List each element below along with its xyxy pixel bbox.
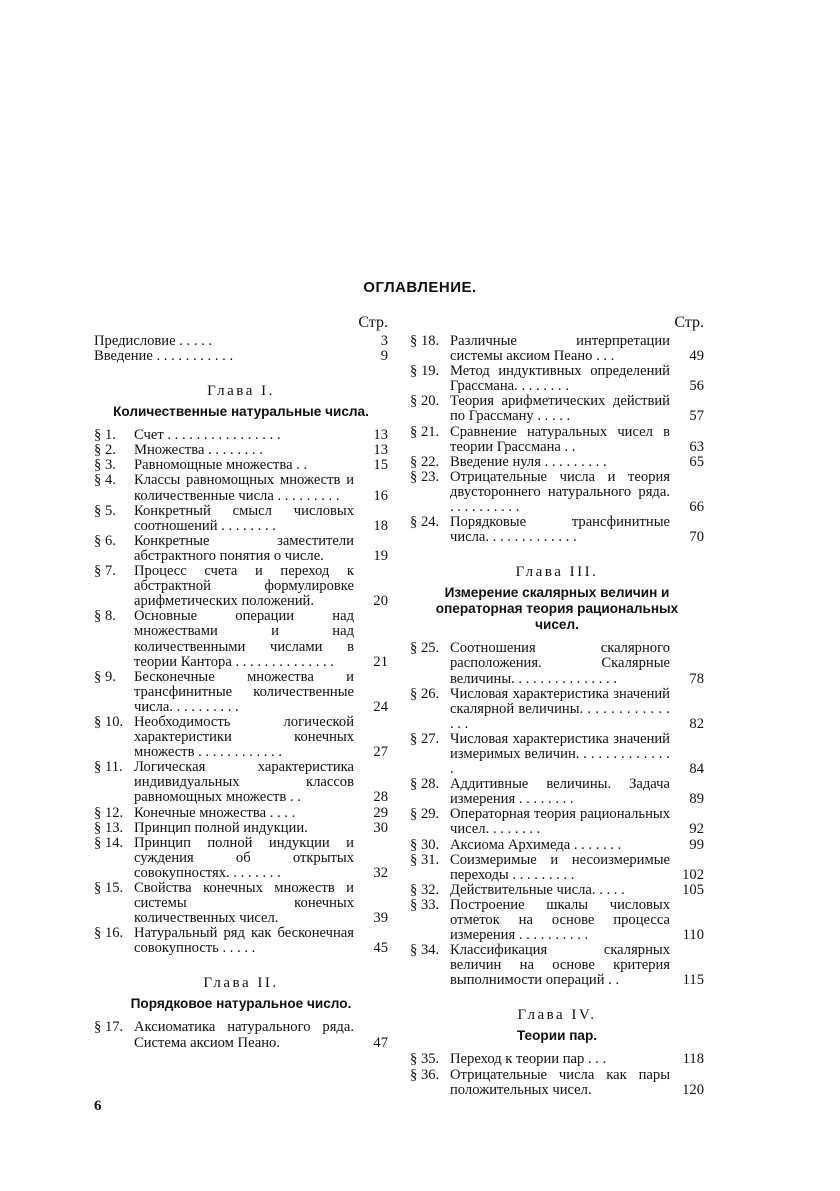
entry-page: 78 bbox=[689, 670, 704, 687]
section-number: § 11. bbox=[94, 759, 123, 776]
toc-entry bbox=[410, 425, 704, 455]
entry-title: Свойства конечных множеств и системы конечных количественных чисел. bbox=[134, 880, 354, 927]
section-number: § 12. bbox=[94, 804, 124, 821]
toc-entry bbox=[94, 836, 388, 881]
section-number: § 21. bbox=[410, 423, 440, 440]
entry-page: 21 bbox=[373, 653, 388, 670]
entry-page: 47 bbox=[373, 1034, 388, 1051]
chapter-heading: Глава I. bbox=[207, 383, 275, 400]
entry-page: 3 bbox=[380, 333, 388, 349]
entry-page: 27 bbox=[373, 744, 388, 761]
section-number: § 2. bbox=[94, 442, 116, 459]
entry-page: 49 bbox=[689, 348, 704, 365]
entry-title: Числовая характеристика значений скалярной величины. . . . . . . . . . . . . . . bbox=[450, 685, 670, 732]
entry-page: 115 bbox=[682, 972, 704, 989]
toc-right-column bbox=[410, 314, 704, 1098]
section-number: § 4. bbox=[94, 472, 116, 489]
entry-title: Операторная теория рациональных чисел. . . . . . . . bbox=[450, 806, 670, 838]
entry-title: Необходимость логической характеристики конечных множеств . . . . . . . . . . . . bbox=[134, 713, 354, 761]
entry-title: Множества . . . . . . . . bbox=[134, 442, 263, 459]
entry-page: 89 bbox=[689, 791, 704, 808]
entry-title: Основные операции над множествами и над количественными числами в теории Кантора . . . . . . . . . . . . . . bbox=[134, 608, 354, 670]
entry-title: Классы равномощных множеств и количественные числа . . . . . . . . . bbox=[134, 472, 354, 504]
entry-title: Предисловие . . . . . bbox=[94, 333, 213, 349]
section-number: § 5. bbox=[94, 502, 116, 519]
section-number: § 1. bbox=[94, 427, 116, 444]
section-number: § 23. bbox=[410, 468, 440, 485]
entry-page: 24 bbox=[373, 698, 388, 715]
toc-entry bbox=[94, 715, 388, 760]
section-number: § 22. bbox=[410, 453, 440, 470]
toc-entry bbox=[410, 777, 704, 807]
toc-entry bbox=[410, 807, 704, 837]
entry-title: Конечные множества . . . . bbox=[134, 804, 296, 821]
section-number: § 3. bbox=[94, 457, 116, 474]
entry-page: 29 bbox=[373, 804, 388, 821]
section-number: § 29. bbox=[410, 806, 440, 823]
entry-title: Действительные числа. . . . . bbox=[450, 881, 625, 898]
entry-page: 66 bbox=[689, 499, 704, 516]
toc-entry bbox=[94, 334, 388, 349]
entry-page: 120 bbox=[682, 1081, 704, 1098]
page-column-label: Стр. bbox=[674, 314, 704, 331]
page-column-label: Стр. bbox=[358, 314, 388, 331]
chapter-heading: Глава IV. bbox=[517, 1007, 597, 1024]
entry-title: Классификация скалярных величин на основе критерия выполнимости операций . . bbox=[450, 942, 670, 989]
section-number: § 16. bbox=[94, 925, 124, 942]
section-number: § 9. bbox=[94, 668, 116, 685]
toc-entry bbox=[410, 898, 704, 943]
chapter-heading: Глава II. bbox=[203, 975, 279, 992]
entry-title: Бесконечные множества и трансфинитные количественные числа. . . . . . . . . . bbox=[134, 668, 354, 715]
entry-title: Равномощные множества . . bbox=[134, 457, 308, 474]
toc-entry bbox=[94, 670, 388, 715]
entry-page: 32 bbox=[373, 864, 388, 881]
entry-page: 16 bbox=[373, 487, 388, 504]
right-top-entries bbox=[410, 334, 704, 545]
entry-title: Конкретный смысл числовых соотношений . . . . . . . . bbox=[134, 502, 354, 534]
toc-entry bbox=[94, 428, 388, 443]
section-number: § 31. bbox=[410, 851, 440, 868]
toc-entry bbox=[94, 443, 388, 458]
section-number: § 7. bbox=[94, 563, 116, 580]
section-number: § 27. bbox=[410, 730, 440, 747]
entry-page: 56 bbox=[689, 378, 704, 395]
section-number: § 20. bbox=[410, 393, 440, 410]
toc-entry bbox=[94, 473, 388, 503]
entry-page: 118 bbox=[682, 1051, 704, 1068]
toc-entry bbox=[94, 564, 388, 609]
toc-title: ОГЛАВЛЕНИЕ. bbox=[363, 279, 477, 296]
entry-title: Сравнение натуральных чисел в теории Грассмана . . bbox=[450, 423, 670, 455]
toc-entry bbox=[410, 334, 704, 364]
right-chapters bbox=[410, 563, 704, 1097]
toc-entry bbox=[94, 821, 388, 836]
section-number: § 18. bbox=[410, 333, 440, 349]
toc-entry bbox=[94, 458, 388, 473]
toc-entry bbox=[410, 1052, 704, 1067]
entry-title: Теория арифметических действий по Грассману . . . . . bbox=[450, 393, 670, 425]
entry-title: Числовая характеристика значений измеримых величин. . . . . . . . . . . . . . bbox=[450, 730, 670, 778]
entry-page: 28 bbox=[373, 789, 388, 806]
entry-page: 99 bbox=[689, 836, 704, 853]
left-chapters bbox=[94, 382, 388, 1050]
entry-title: Принцип полной индукции и суждения об открытых совокупностях. . . . . . . . bbox=[134, 834, 354, 881]
toc-entry bbox=[410, 1068, 704, 1098]
section-number: § 13. bbox=[94, 819, 124, 836]
section-number: § 33. bbox=[410, 896, 440, 913]
entry-page: 102 bbox=[682, 866, 704, 883]
entry-page: 82 bbox=[689, 715, 704, 732]
section-number: § 15. bbox=[94, 880, 124, 896]
toc-entry bbox=[94, 349, 388, 364]
section-number: § 34. bbox=[410, 942, 440, 959]
entry-title: Метод индуктивных определений Грассмана. . . . . . . . bbox=[450, 363, 670, 395]
entry-page: 15 bbox=[373, 457, 388, 474]
entry-title: Аксиоматика натурального ряда. Система аксиом Пеано. bbox=[134, 1019, 354, 1051]
toc-entry bbox=[410, 883, 704, 898]
entry-page: 13 bbox=[373, 427, 388, 444]
entry-page: 18 bbox=[373, 517, 388, 534]
entry-title: Натуральный ряд как бесконечная совокупность . . . . . bbox=[134, 925, 354, 957]
entry-title: Соизмеримые и несоизмеримые переходы . . . . . . . . . bbox=[450, 851, 670, 883]
entry-page: 19 bbox=[373, 547, 388, 564]
section-number: § 28. bbox=[410, 776, 440, 793]
entry-page: 110 bbox=[682, 927, 704, 944]
chapter-title: Порядковое натуральное число. bbox=[130, 996, 352, 1012]
entry-page: 92 bbox=[689, 821, 704, 838]
entry-title: Построение шкалы числовых отметок на основе процесса измерения . . . . . . . . . . bbox=[450, 896, 670, 944]
front-matter-list bbox=[94, 334, 388, 364]
toc-entry bbox=[410, 732, 704, 777]
entry-page: 45 bbox=[373, 940, 388, 957]
entry-title: Различные интерпретации системы аксиом Пеано . . . bbox=[450, 333, 670, 365]
toc-entry bbox=[410, 515, 704, 545]
toc-left-column bbox=[94, 314, 388, 1051]
chapter-title: Измерение скалярных величин и операторная теория рациональных чисел. bbox=[435, 585, 679, 633]
entry-title: Порядковые трансфинитные числа. . . . . . . . . . . . . bbox=[450, 514, 670, 546]
page-number: 6 bbox=[94, 1098, 102, 1114]
entry-page: 105 bbox=[682, 881, 704, 898]
entry-title: Процесс счета и переход к абстрактной формулировке арифметических положений. bbox=[134, 563, 354, 610]
section-number: § 30. bbox=[410, 836, 440, 853]
section-number: § 35. bbox=[410, 1051, 440, 1068]
toc-entry bbox=[410, 853, 704, 883]
entry-page: 20 bbox=[373, 593, 388, 610]
toc-entry bbox=[94, 1020, 388, 1050]
toc-entry bbox=[410, 470, 704, 515]
entry-title: Отрицательные числа и теория двустороннего натурального ряда. . . . . . . . . . . bbox=[450, 468, 670, 516]
entry-title: Введение нуля . . . . . . . . . bbox=[450, 453, 607, 470]
entry-page: 63 bbox=[689, 438, 704, 455]
entry-title: Счет . . . . . . . . . . . . . . . . bbox=[134, 427, 281, 444]
section-number: § 10. bbox=[94, 713, 124, 730]
entry-title: Отрицательные числа как пары положительных чисел. bbox=[450, 1066, 670, 1098]
entry-page: 9 bbox=[380, 348, 388, 365]
section-number: § 6. bbox=[94, 532, 116, 549]
entry-page: 13 bbox=[373, 442, 388, 459]
toc-entry bbox=[410, 687, 704, 732]
toc-entry bbox=[410, 838, 704, 853]
section-number: § 26. bbox=[410, 685, 440, 702]
toc-entry bbox=[410, 455, 704, 470]
entry-page: 57 bbox=[689, 408, 704, 425]
toc-entry bbox=[94, 806, 388, 821]
section-number: § 36. bbox=[410, 1066, 440, 1083]
section-number: § 19. bbox=[410, 363, 440, 380]
entry-title: Аддитивные величины. Задача измерения . . . . . . . . bbox=[450, 776, 670, 808]
section-number: § 25. bbox=[410, 640, 440, 657]
toc-entry bbox=[94, 534, 388, 564]
entry-title: Переход к теории пар . . . bbox=[450, 1051, 607, 1068]
chapter-heading: Глава III. bbox=[515, 564, 599, 581]
entry-title: Конкретные заместители абстрактного понятия о числе. bbox=[134, 532, 354, 564]
toc-entry bbox=[94, 609, 388, 669]
entry-page: 30 bbox=[373, 819, 388, 836]
entry-page: 84 bbox=[689, 761, 704, 778]
entry-page: 65 bbox=[689, 453, 704, 470]
toc-entry bbox=[94, 760, 388, 805]
entry-title: Введение . . . . . . . . . . . bbox=[94, 348, 234, 365]
toc-entry bbox=[94, 881, 388, 926]
chapter-title: Количественные натуральные числа. bbox=[113, 404, 369, 420]
section-number: § 24. bbox=[410, 514, 440, 531]
section-number: § 14. bbox=[94, 834, 124, 851]
toc-entry bbox=[410, 943, 704, 988]
section-number: § 8. bbox=[94, 608, 116, 625]
toc-entry bbox=[410, 641, 704, 686]
toc-entry bbox=[94, 504, 388, 534]
entry-title: Логическая характеристика индивидуальных классов равномощных множеств . . bbox=[134, 759, 354, 806]
entry-title: Аксиома Архимеда . . . . . . . bbox=[450, 836, 622, 853]
toc-entry bbox=[94, 926, 388, 956]
entry-page: 39 bbox=[373, 910, 388, 927]
toc-entry bbox=[410, 364, 704, 394]
entry-title: Соотношения скалярного расположения. Скалярные величины. . . . . . . . . . . . . . . bbox=[450, 640, 670, 687]
entry-title: Принцип полной индукции. bbox=[134, 819, 308, 836]
chapter-title: Теории пар. bbox=[516, 1028, 598, 1044]
entry-page: 70 bbox=[689, 529, 704, 546]
section-number: § 32. bbox=[410, 881, 440, 898]
toc-entry bbox=[410, 394, 704, 424]
section-number: § 17. bbox=[94, 1019, 124, 1036]
